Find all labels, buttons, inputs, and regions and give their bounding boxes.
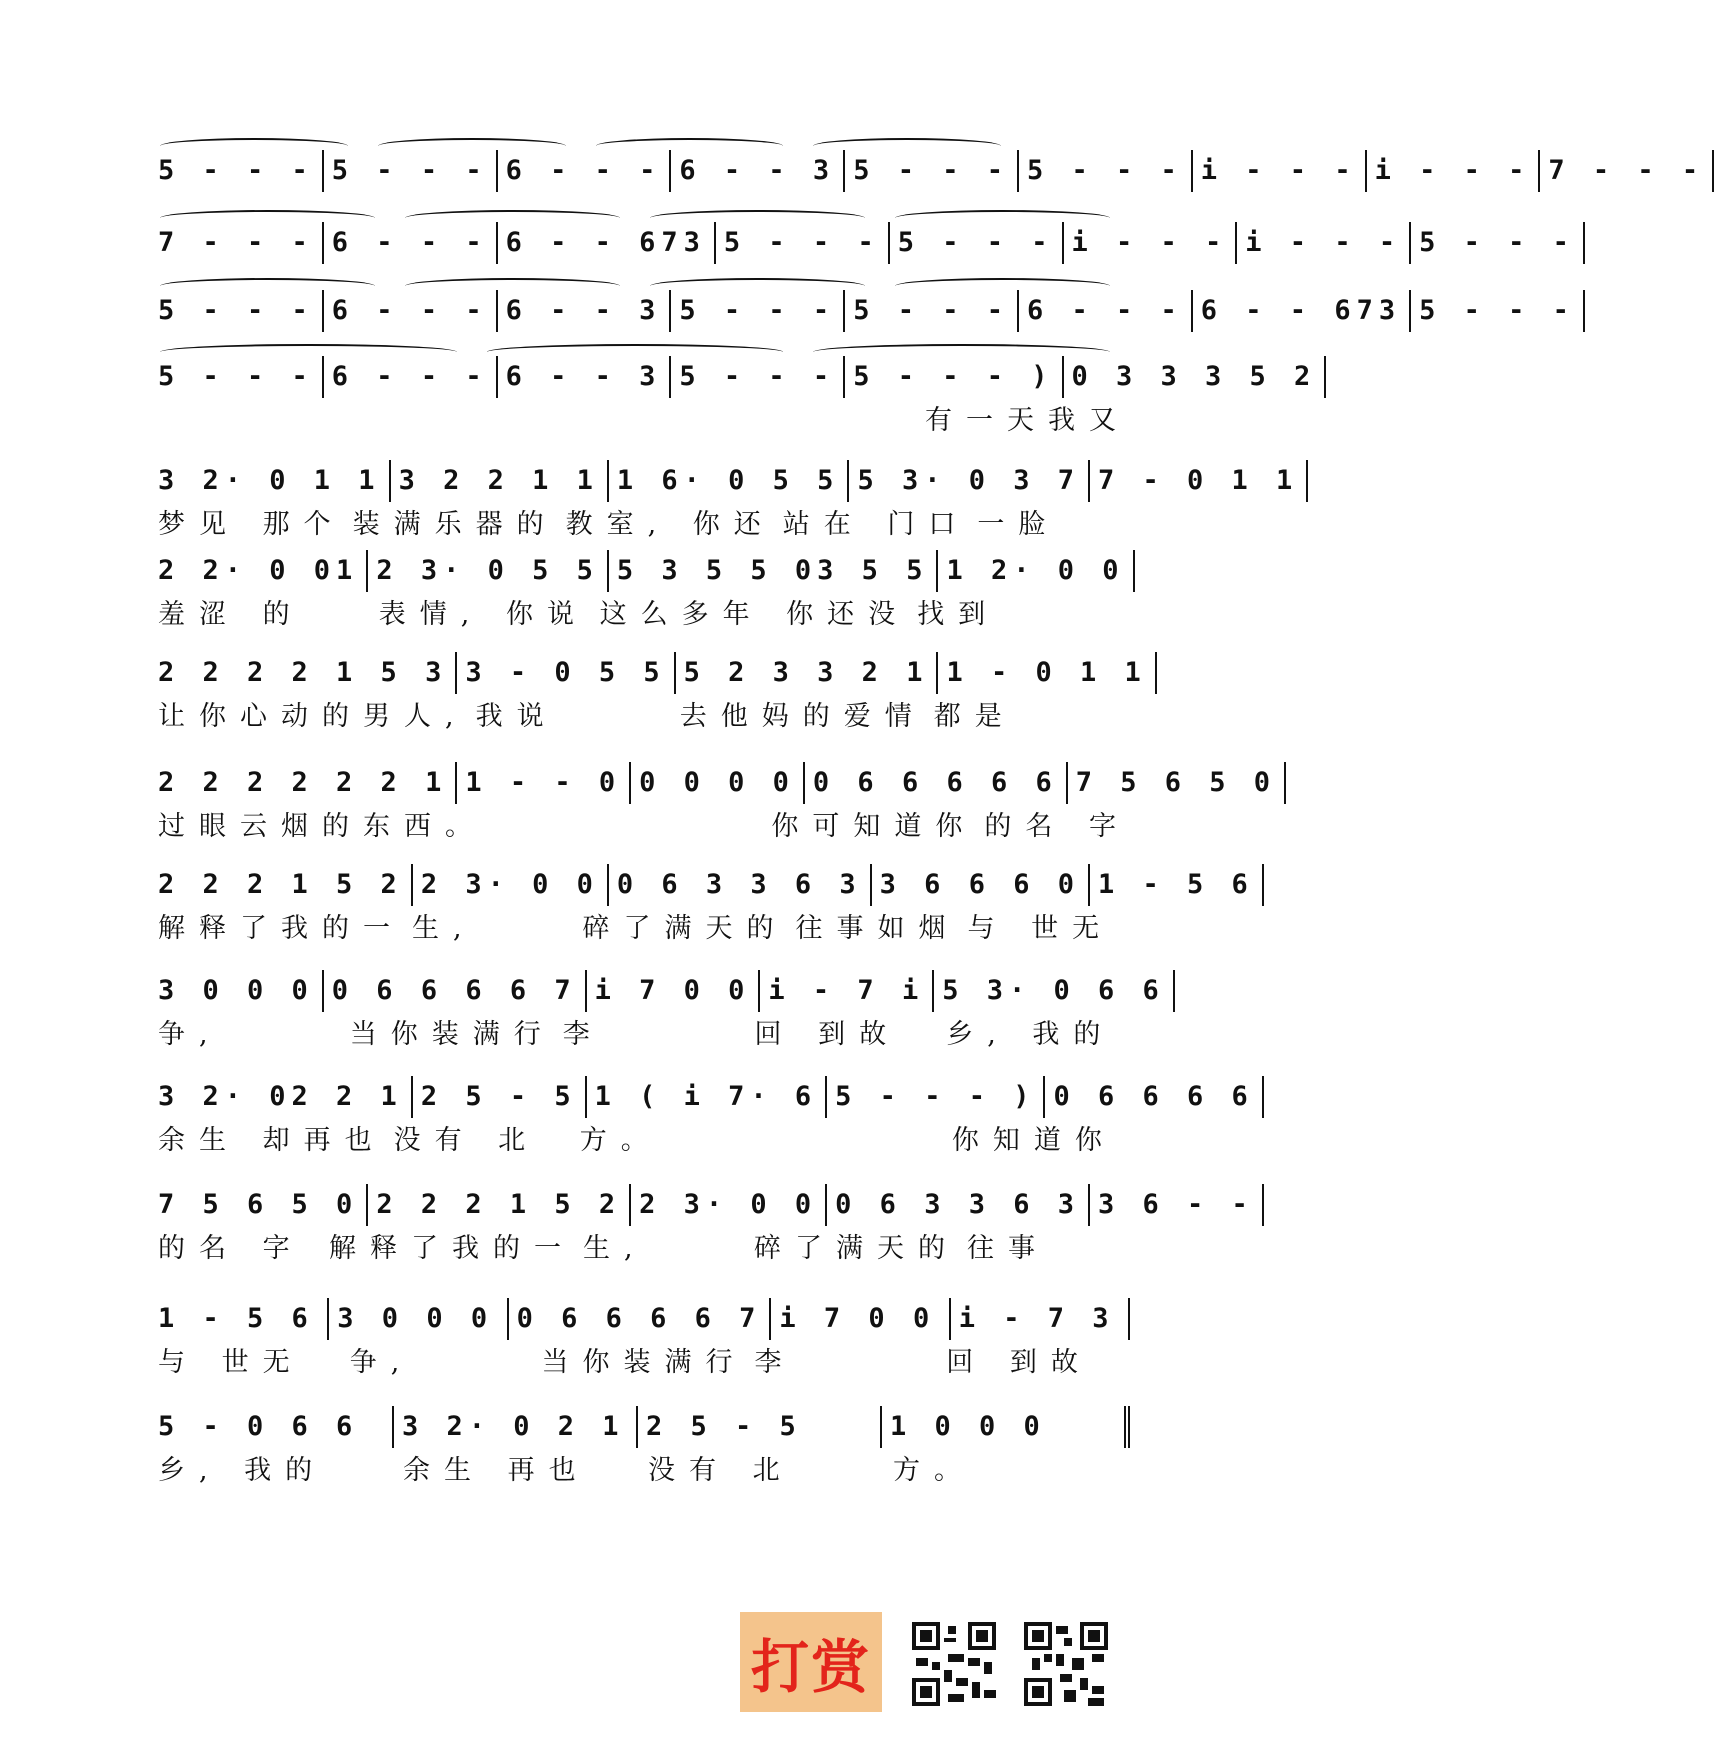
measure: i - 7 3 [951, 1298, 1130, 1340]
lyric-text: 解释了我的一 [329, 1233, 575, 1264]
lyric-text: 生, [583, 1233, 647, 1264]
lyric-text: 与 世无 [158, 1347, 304, 1378]
measure: 1 - 5 6 [150, 1298, 329, 1340]
lyric-text [764, 402, 917, 440]
tie-arc [813, 138, 1001, 154]
measure: 5 - - - [150, 150, 324, 192]
lyric-text: 回 到故 [754, 1019, 901, 1050]
lyric-text: 回 到故 [946, 1347, 1092, 1378]
tie-arc [650, 210, 865, 226]
measure: 1 0 0 0 [882, 1406, 1130, 1448]
lyric-text: 一脸 [977, 509, 1060, 540]
measure: 5 - - - [671, 290, 845, 332]
measure: 5 - - - [1411, 290, 1585, 332]
lyric-text: 解释了我的一 [158, 913, 404, 944]
score-system [150, 550, 1130, 634]
measure: 5 - - - [324, 150, 498, 192]
notation-row [150, 864, 1254, 906]
tie-arc [405, 278, 620, 294]
measure: 1 ( i 7· 6 [587, 1076, 828, 1118]
notation-row [150, 150, 1705, 192]
measure: 2 2· 0 01 [150, 550, 368, 592]
score-system [150, 1076, 1254, 1160]
score-system [150, 652, 1147, 736]
measure: 2 5 - 5 [413, 1076, 587, 1118]
lyric-text: 争, [158, 1019, 222, 1050]
measure: 5 - - - [845, 150, 1019, 192]
lyric-text: 的名 字 [158, 1233, 304, 1264]
notation-row [150, 1076, 1254, 1118]
measure: 2 2 2 1 5 2 [368, 1184, 631, 1226]
measure: 0 3 3 3 5 2 [1064, 356, 1327, 398]
score-system [150, 1298, 1130, 1382]
measure: i 7 0 0 [771, 1298, 950, 1340]
tie-arc [160, 138, 348, 154]
lyric-text: 有一天我又 [925, 405, 1131, 436]
lyrics-row [150, 1344, 1130, 1382]
lyric-text: 站在 门口 [782, 509, 970, 540]
lyric-text: 碎了满天的 [582, 913, 788, 944]
score-system [150, 222, 1575, 264]
lyric-text: 李 [562, 1019, 604, 1050]
lyrics-row [150, 1230, 1130, 1268]
notation-row [150, 652, 1147, 694]
measure: 6 - - 3 [498, 356, 672, 398]
lyric-text: 碎了满天的 [754, 1233, 959, 1264]
measure: 2 3· 0 0 [631, 1184, 827, 1226]
measure: 6 - - - [324, 222, 498, 264]
measure: 5 - - - [671, 356, 845, 398]
score-system [150, 970, 1165, 1054]
notation-row [150, 356, 1317, 398]
measure: i - 7 i [760, 970, 934, 1012]
lyric-text: 方。 [579, 1125, 662, 1156]
notation-row [150, 1184, 1254, 1226]
lyric-text: 生, [412, 913, 476, 944]
measure: 0 6 3 3 6 3 [827, 1184, 1090, 1226]
measure: 5 - - - [845, 290, 1019, 332]
tie-arc [596, 138, 784, 154]
lyric-text: 教室, 你还 [565, 509, 775, 540]
tie-arc [813, 344, 1110, 360]
qr-code-icon[interactable] [912, 1622, 996, 1706]
measure: i - - - [1367, 150, 1541, 192]
lyric-text: 这么多年 你还没 [599, 599, 910, 630]
lyric-text: 当你装满行 [349, 1019, 555, 1050]
measure: 0 6 6 6 6 6 [805, 762, 1068, 804]
lyric-text [150, 402, 303, 440]
lyric-text: 你知道你 [951, 1125, 1116, 1156]
score-system [150, 1406, 1130, 1490]
measure: 5 - - - [150, 290, 324, 332]
measure: 5 3· 0 6 6 [934, 970, 1175, 1012]
lyric-text: 让你心动的男人, [158, 701, 468, 732]
measure: 5 3 5 5 03 5 5 [609, 550, 939, 592]
lyric-text: 与 世无 [967, 913, 1114, 944]
measure: 0 0 0 0 [631, 762, 805, 804]
notation-row [150, 460, 1299, 502]
measure: 2 2 2 1 5 2 [150, 864, 413, 906]
measure: 5 - - - ) [827, 1076, 1045, 1118]
measure: 6 - - - [324, 356, 498, 398]
lyric-text: 都是 [933, 701, 1016, 732]
measure: 1 - 0 1 1 [938, 652, 1156, 694]
lyric-text: 余生 却再也 [158, 1125, 386, 1156]
score-system [150, 460, 1299, 544]
score-system [150, 864, 1254, 948]
measure: 3 6 - - [1090, 1184, 1264, 1226]
lyric-text: 装满乐器的 [352, 509, 558, 540]
measure: 3 2· 02 2 1 [150, 1076, 413, 1118]
measure: 3 2 2 1 1 [391, 460, 609, 502]
measure: 2 5 - 5 [638, 1406, 882, 1448]
qr-code-icon[interactable] [1024, 1622, 1108, 1706]
measure: 6 - - - [324, 290, 498, 332]
measure: 2 3· 0 5 5 [368, 550, 609, 592]
lyric-text [486, 808, 625, 846]
measure: 1 2· 0 0 [938, 550, 1134, 592]
measure: i - - - [1193, 150, 1367, 192]
lyrics-row [150, 506, 1130, 544]
measure: 7 - - - [150, 222, 324, 264]
notation-row [150, 762, 1277, 804]
measure: i - - - [1064, 222, 1238, 264]
lyric-text: 表情, 你说 [378, 599, 588, 630]
lyric-text: 李 [754, 1347, 796, 1378]
measure: 5 - - - [890, 222, 1064, 264]
measure: 6 - - 673 [1193, 290, 1411, 332]
lyric-text: 的名 字 [984, 811, 1130, 842]
notation-row [150, 550, 1130, 592]
score-system [150, 356, 1317, 440]
tie-arc [160, 344, 457, 360]
lyric-text: 梦见 那个 [158, 509, 345, 540]
measure: 2 2 2 2 2 2 1 [150, 762, 457, 804]
tie-arc [487, 344, 784, 360]
score-system [150, 290, 1575, 332]
measure: 5 - - - [1019, 150, 1193, 192]
notation-row [150, 970, 1165, 1012]
measure: 5 2 3 3 2 1 [676, 652, 939, 694]
lyrics-row [150, 1122, 1130, 1160]
tie-arc [650, 278, 865, 294]
tie-arc [895, 210, 1110, 226]
measure: 6 - - - [498, 150, 672, 192]
lyric-text: 你可知道你 [771, 811, 977, 842]
lyric-text [457, 402, 610, 440]
lyric-text: 去他妈的爱情 [679, 701, 926, 732]
lyric-text [610, 402, 763, 440]
measure: 0 6 3 3 6 3 [609, 864, 872, 906]
notation-row [150, 1298, 1130, 1340]
tie-arc [160, 210, 375, 226]
measure: 1 - - 0 [457, 762, 631, 804]
score-system [150, 150, 1705, 192]
measure: 0 6 6 6 6 7 [324, 970, 587, 1012]
score-system [150, 1184, 1254, 1268]
measure: 5 - 0 6 6 [150, 1406, 394, 1448]
lyric-text [625, 808, 764, 846]
tie-arc [405, 210, 620, 226]
measure: 5 - - - ) [845, 356, 1063, 398]
measure: 7 5 6 5 0 [1068, 762, 1286, 804]
lyric-text: 往事如烟 [795, 913, 960, 944]
measure: 5 - - - [716, 222, 890, 264]
lyrics-row [150, 1016, 1130, 1054]
measure: 2 3· 0 0 [413, 864, 609, 906]
tie-arc [160, 278, 375, 294]
measure: i 7 0 0 [587, 970, 761, 1012]
measure: 6 - - 3 [498, 290, 672, 332]
measure: 3 2· 0 1 1 [150, 460, 391, 502]
measure: 2 2 2 2 1 5 3 [150, 652, 457, 694]
lyric-text: 方。 [893, 1455, 975, 1486]
notation-row [150, 222, 1575, 264]
measure: 6 - - 3 [671, 150, 845, 192]
lyric-text [303, 402, 456, 440]
measure: 3 - 0 5 5 [457, 652, 675, 694]
lyrics-row [150, 698, 1130, 736]
lyric-text: 乡, 我的 [946, 1019, 1115, 1050]
lyric-text: 没有 北 [648, 1455, 794, 1486]
notation-row [150, 290, 1575, 332]
lyric-text: 争, [349, 1347, 414, 1378]
lyric-text: 找到 [917, 599, 1000, 630]
lyric-text: 没有 北 [393, 1125, 540, 1156]
lyrics-row [150, 596, 1130, 634]
measure: 1 6· 0 5 5 [609, 460, 850, 502]
lyric-text: 往事 [967, 1233, 1049, 1264]
measure: 7 5 6 5 0 [150, 1184, 368, 1226]
measure: 5 3· 0 3 7 [849, 460, 1090, 502]
measure: 3 0 0 0 [329, 1298, 508, 1340]
reward-button[interactable]: 打赏 [740, 1612, 882, 1712]
measure: 0 6 6 6 6 [1045, 1076, 1263, 1118]
measure: 6 - - 673 [498, 222, 716, 264]
measure: 7 - - - [1540, 150, 1714, 192]
lyric-text: 余生 再也 [403, 1455, 590, 1486]
measure: 1 - 5 6 [1090, 864, 1264, 906]
measure: 0 6 6 6 6 7 [509, 1298, 772, 1340]
lyrics-row [150, 808, 1130, 846]
notation-row [150, 1406, 1130, 1448]
lyric-text: 羞涩 的 [158, 599, 304, 630]
lyrics-row [150, 910, 1130, 948]
lyric-text: 我说 [475, 701, 558, 732]
tie-arc [895, 278, 1110, 294]
score-system [150, 762, 1277, 846]
measure: 3 2· 0 2 1 [394, 1406, 638, 1448]
lyric-text: 当你装满行 [541, 1347, 747, 1378]
lyric-text: 过眼云烟的东西。 [158, 811, 486, 842]
measure: i - - - [1237, 222, 1411, 264]
lyric-text: 乡, 我的 [158, 1455, 327, 1486]
measure: 6 - - - [1019, 290, 1193, 332]
tie-arc [378, 138, 566, 154]
measure: 3 0 0 0 [150, 970, 324, 1012]
measure: 7 - 0 1 1 [1090, 460, 1308, 502]
lyrics-row [150, 402, 1130, 440]
lyric-text [758, 1122, 944, 1160]
lyrics-row [150, 1452, 1130, 1490]
measure: 3 6 6 6 0 [872, 864, 1090, 906]
measure: 5 - - - [1411, 222, 1585, 264]
measure: 5 - - - [150, 356, 324, 398]
